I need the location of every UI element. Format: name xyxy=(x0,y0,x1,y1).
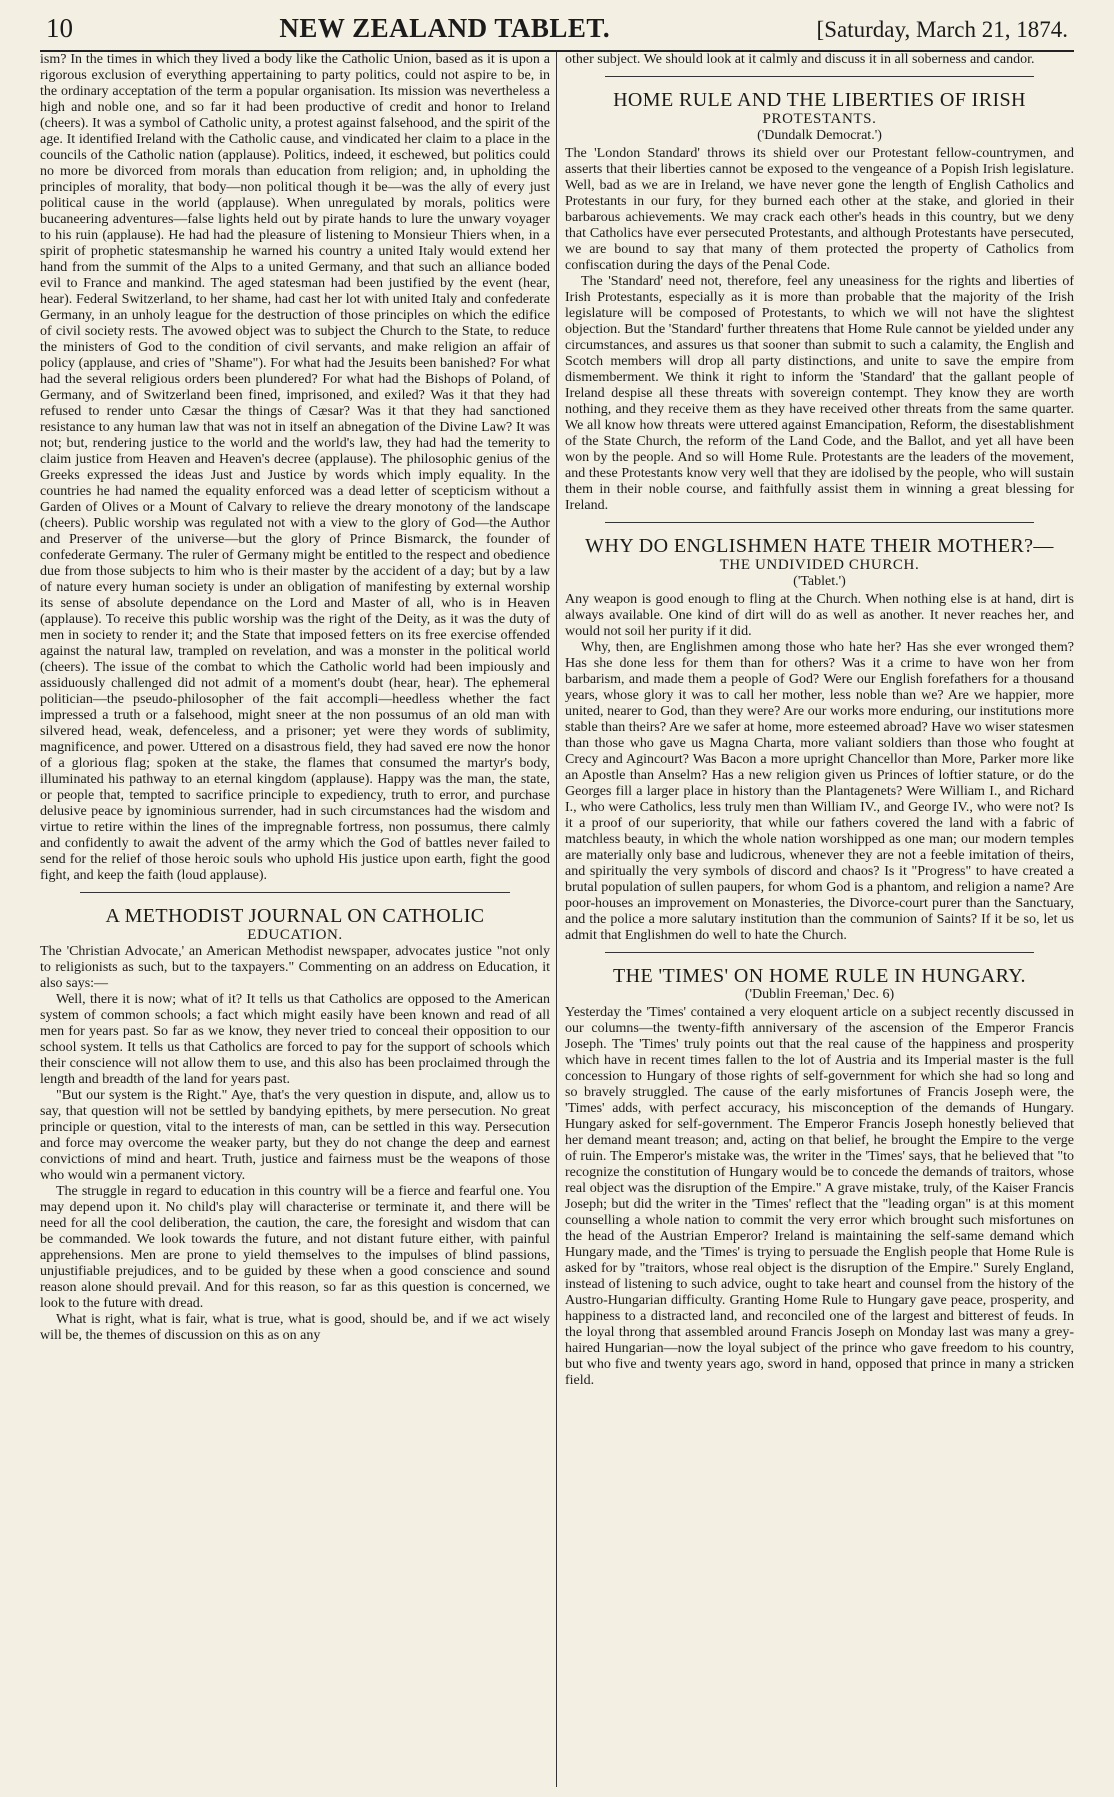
methodist-heading: A METHODIST JOURNAL ON CATHOLIC xyxy=(105,905,485,927)
methodist-subheading: EDUCATION. xyxy=(247,927,343,943)
englishmen-source: ('Tablet.') xyxy=(793,574,846,589)
left-column xyxy=(40,52,557,1787)
englishmen-subheading: THE UNDIVIDED CHURCH. xyxy=(719,557,920,573)
section-divider xyxy=(605,952,1034,953)
article-paragraph: Any weapon is good enough to fling at the Church. When nothing else is at hand, dirt is always available. One kind of dirt will do as well as another. It never reaches her, and would not soil her purity if it did. xyxy=(565,592,1074,639)
right-column xyxy=(557,52,1074,1787)
issue-date: [Saturday, March 21, 1874. xyxy=(816,17,1068,42)
newspaper-title: NEW ZEALAND TABLET. xyxy=(279,13,611,43)
times-source: ('Dublin Freeman,' Dec. 6) xyxy=(744,987,895,1002)
page-number: 10 xyxy=(46,13,73,43)
article-paragraph: The 'Christian Advocate,' an American Methodist newspaper, advocates justice "not only to religionists as such, but to the taxpayers." Commenting on an address on Education, it also says:— xyxy=(40,944,550,991)
speech-paragraph: ism? In the times in which they lived a body like the Catholic Union, based as it is upon a rigorous exclusion of everything appertaining to party politics, could not aspire to be, in the ordinary acceptation of the term a popular organisation. Its mission was nevertheless a high and noble one, and so far it had been productive of credit and honor to Ireland (cheers). It was a symbol of Catholic unity, a protest against falsehood, and the spirit of the age. It identified Ireland with the Catholic cause, and vindicated her claim to a place in the councils of the Catholic nation (applause). Politics, indeed, it eschewed, but politics could no more be divorced from morals than education from religion; and, in upholding the principles of morality, that body—non political though it be—was the ally of every just political cause in the world (applause). When unregulated by morals, politics were bucaneering adventures—false lights held out by pirate hands to lure the unwary voyager to his ruin (applause). He had had the pleasure of listening to Monsieur Thiers when, in a spirit of prophetic statesmanship he warned his country a united Italy would extend her hand from the summit of the Alps to a united Germany, and that such an alliance boded evil to France and mankind. The aged statesman had been justified by the event (hear, hear). Federal Switzerland, to her shame, had cast her lot with united Italy and confederate Germany, in an unholy league for the destruction of those principles on which the edifice of civil society rests. The avowed object was to subject the Church to the State, to reduce the ministers of God to the condition of civil servants, and make religion an affair of policy (applause, and cries of "Shame"). For what had the Jesuits been banished? For what had the several religious orders been plundered? For what had the Bishops of Poland, of Germany, and of Switzerland been fined, imprisoned, and exiled? Was it that they had refused to render unto Cæsar the things of Cæsar? Was it that they had sanctioned resistance to any human law that was not in itself an abnegation of the Divine Law? It was not; but, rendering justice to the world and the world's law, they had had the temerity to claim justice from Heaven and Heaven's decree (applause). The philosophic genius of the Greeks expressed the ideas Just and Justice by words which imply equality. In the countries he had named the equality enforced was a dead letter of scepticism without a Garden of Olives or a Mount of Calvary to relieve the dreary monotony of the landscape (cheers). Public worship was regulated not with a view to the glory of God—the Author and Preserver of the universe—but the glory of Prince Bismarck, the founder of confederate Germany. The ruler of Germany might be entitled to the respect and obedience due from those subjects to him who is their master by the accident of a day; but by a law of nature every human society is under an obligation of manifesting by external worship its sense of absolute dependance on the Lord and Master of all, who is in Heaven (applause). To receive this public worship was the right of the Deity, as it was the duty of men in society to render it; and the State that imposed fetters on its free exercise offended against the natural law, trampled on revelation, and was a monster in the political world (cheers). The issue of the combat to which the Catholic world had been impiously and assiduously challenged did not admit of a moment's doubt (hear, hear). The ephemeral politician—the pseudo-philosopher of the fait accompli—heedless whether the fact impressed a truth or a falsehood, might sneer at the non possumus of an old man with silvered head, weak, defenceless, and a prisoner; yet were they words of sublimity, magnificence, and power. Uttered on a disastrous field, they had saved ere now the honor of a glorious flag; spoken at the stake, the flames that consumed the martyr's body, illuminated his pathway to an eternal kingdom (applause). Happy was the man, the state, or people that, tempted to sacrifice principle to expediency, truth to error, and purchase delusive peace by ignominious surrender, had in such circumstances had the wisdom and virtue to retire within the lines of the impregnable fortress, non possumus, there calmly and confidently to await the advent of the army which the God of battles never failed to send for the relief of those heroic souls who uphold His justice upon earth, fight the good fight, and keep the faith (loud applause). xyxy=(40,52,550,883)
continuation-paragraph: other subject. We should look at it calmly and discuss it in all soberness and candor. xyxy=(565,52,1035,67)
section-divider xyxy=(605,522,1034,523)
englishmen-heading: WHY DO ENGLISHMEN HATE THEIR MOTHER?— xyxy=(585,535,1054,557)
home-rule-subheading: PROTESTANTS. xyxy=(762,111,877,127)
article-paragraph: Yesterday the 'Times' contained a very eloquent article on a subject recently discussed in our columns—the twenty-fifth anniversary of the ascension of the Emperor Francis Joseph. The 'Times' truly points out that the real cause of the happiness and prosperity which have in recent times fallen to the lot of Austria and its Imperial master is the full concession to Hungary of those rights of self-government for which she had so long and so bravely struggled. The cause of the early misfortunes of Francis Joseph were, the 'Times' adds, with perfect accuracy, his misconception of the demands of Hungary. Hungary asked for self-government. The Emperor Francis Joseph honestly believed that her demand meant treason; and, acting on that belief, he brought the Empire to the verge of ruin. The Emperor's mistake was, the writer in the 'Times' says, that he believed that "to recognize the constitution of Hungary would be to concede the demands of traitors, whose real object was the disruption of the Empire." A grave mistake, truly, of the Kaiser Francis Joseph; but did the writer in the 'Times' reflect that the "leading organ" is at this moment counselling a whole nation to commit the very error which brought such misfortunes on the head of the Austrian Emperor? Ireland is maintaining the self-same demand which Hungary made, and the 'Times' is trying to persuade the English people that Home Rule is asked for by "traitors, whose real object is the disruption of the Empire." Surely England, instead of listening to such advice, ought to take heart and counsel from the history of the Austro-Hungarian difficulty. Granting Home Rule to Hungary gave peace, prosperity, and happiness to a distracted land, and reconciled one of the largest and bitterest of feuds. In the loyal throng that assembled around Francis Joseph on Monday last was many a grey-haired Hungarian—now the loyal subject of the prince who gave freedom to his country, but who five and twenty years ago, sword in hand, opposed that prince in many a stricken field. xyxy=(565,1005,1074,1388)
article-paragraph: The 'Standard' need not, therefore, feel any uneasiness for the rights and liberties of Irish Protestants, especially as it is more than probable that the majority of the Irish legislature will be composed of Protestants, to which we will not have the slightest objection. But the 'Standard' further threatens that Home Rule cannot be yielded under any circumstances, and assures us that sooner than submit to such a calamity, the English and Scotch members will drop all party distinctions, and unite to save the empire from dismemberment. We think it right to inform the 'Standard' that the gallant people of Ireland despise all these threats with sovereign contempt. They know they are worth nothing, and they receive them as they have received other threats from the same quarter. We all know how threats were uttered against Emancipation, Reform, the disestablishment of the State Church, the reform of the Land Code, and the Ballot, and yet all have been won by the people. And so will Home Rule. Protestants are the leaders of the movement, and these Protestants know very well that they are idolised by the people, who will sustain them in their noble course, and faithfully assist them in winning a great blessing for Ireland. xyxy=(565,274,1074,513)
article-paragraph: Well, there it is now; what of it? It tells us that Catholics are opposed to the American system of common schools; a fact which might easily have been known and read of all men for years past. So far as we know, they never tried to conceal their opposition to our school system. It tells us that Catholics are forced to pay for the support of schools which their conscience will not allow them to use, and this also has been proclaimed through the length and breadth of the land for years past. xyxy=(40,992,550,1087)
section-divider xyxy=(80,892,510,893)
columns xyxy=(40,52,1074,1787)
article-paragraph: Why, then, are Englishmen among those who hate her? Has she ever wronged them? Has she done less for them than for others? Was it a crime to have won her from barbarism, and made them a people of God? Were our English forefathers for a thousand years, whose glory it was to call her mother, less noble than we? Are we happier, more united, nearer to God, than they were? Are our works more enduring, our institutions more stable than theirs? Are we safer at home, more esteemed abroad? Have wo wiser statesmen than those who gave us Magna Charta, more valiant soldiers than those who fought at Crecy and Agincourt? Was Bacon a more upright Chancellor than More, Parker more like an Apostle than Anselm? Has a new religion given us Princes of loftier stature, or do the Georges fill a larger place in history than the Plantagenets? Were William I., and Richard I., who were Catholics, less truly men than William IV., and George IV., who were not? Is it a proof of our superiority, that while our fathers covered the land with a fabric of matchless beauty, in which the whole nation worshipped as one man; our modern temples are materially only base and ludicrous, whenever they are not a feeble imitation of theirs, and spiritually the very symbols of discord and chaos? Is it "Progress" to have created a brutal population of sullen paupers, for whom God is a phantom, and religion a name? Are poor-houses an improvement on Monasteries, the Divorce-court purer than the Sanctuary, and the police a more salutary institution than the communion of Saints? If it be so, let us admit that Englishmen do well to hate the Church. xyxy=(565,640,1074,943)
times-heading: THE 'TIMES' ON HOME RULE IN HUNGARY. xyxy=(613,965,1026,987)
article-paragraph: What is right, what is fair, what is true, what is good, should be, and if we act wisely will be, the themes of discussion on this as on any xyxy=(40,1312,550,1343)
article-paragraph: The 'London Standard' throws its shield over our Protestant fellow-countrymen, and asserts that their liberties cannot be exposed to the vengeance of a Popish Irish legislature. Well, bad as we are in Ireland, we have never gone the length of English Catholics and Protestants in our fury, for they burned each other at the stake, and gloried in their barbarous achievements. We may crack each other's heads in this country, but we deny that Catholics have ever persecuted Protestants, and although Protestants have persecuted, we are bound to say that many of them protected the property of Catholics from confiscation during the days of the Penal Code. xyxy=(565,146,1074,273)
article-paragraph: The struggle in regard to education in this country will be a fierce and fearful one. You may depend upon it. No child's play will characterise or terminate it, and there will be need for all the cool deliberation, the caution, the care, the foresight and wisdom that can be commanded. We look towards the future, and not distant future either, with painful apprehensions. Men are prone to yield themselves to the impulses of blind passions, unjustifiable prejudices, and to be guided by these when a good conscience and sound reason alone should prevail. And for this reason, so far as this question is concerned, we look to the future with dread. xyxy=(40,1184,550,1311)
home-rule-source: ('Dundalk Democrat.') xyxy=(757,128,882,143)
article-paragraph: "But our system is the Right." Aye, that's the very question in dispute, and, allow us to say, that question will not be settled by bandying epithets, by mere persecution. No great principle or question, vital to the interests of man, can be settled in this way. Persecution and force may overcome the weaker party, but they do not change the deep and earnest convictions of mind and heart. Truth, justice and fairness must be the weapons of those who would win a permanent victory. xyxy=(40,1088,550,1183)
home-rule-heading: HOME RULE AND THE LIBERTIES OF IRISH xyxy=(613,89,1026,111)
masthead xyxy=(40,12,1074,52)
section-divider xyxy=(605,76,1034,77)
